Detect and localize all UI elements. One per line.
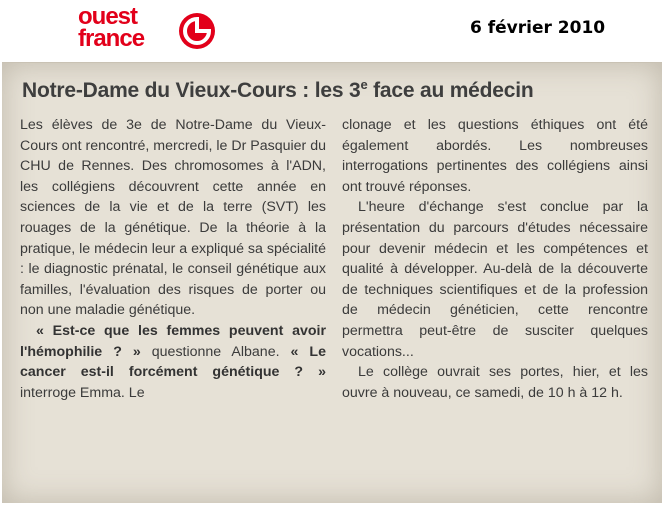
logo-circle-icon bbox=[178, 12, 216, 50]
paragraph-questions bbox=[20, 321, 326, 403]
paragraph-exchange: L'heure d'échange s'est conclue par la présentation du parcours d'études nécessaire pour devenir médecin et les compétences et qualité à développer. Au-delà de la découverte de techniques scientifiques et de la profession de médecin généticien, cette rencontre permettra peut-être de susciter quelques vocations... bbox=[342, 199, 648, 360]
headline-main: Notre-Dame du Vieux-Cours : les 3 bbox=[22, 79, 361, 102]
logo-wordmark bbox=[78, 3, 145, 52]
quote-emma-attribution: interroge Emma. Le bbox=[20, 384, 145, 401]
logo-line-2: france bbox=[78, 25, 145, 52]
article-column-right bbox=[342, 115, 648, 403]
newspaper-clipping bbox=[2, 62, 662, 503]
ouest-france-logo bbox=[78, 3, 218, 54]
article-column-left bbox=[20, 115, 326, 403]
paragraph-cloning: clonage et les questions éthiques ont été également abordés. Les nombreuses interrogations pertinentes des collégiens ainsi ont trouvé réponses. bbox=[342, 117, 648, 195]
publication-date: 6 février 2010 bbox=[470, 18, 606, 38]
article-headline bbox=[22, 77, 652, 103]
quote-emma: « Le cancer est-il forcément génétique ? » bbox=[20, 343, 326, 381]
quote-albane: « Est-ce que les femmes peuvent avoir l'hémophilie ? » bbox=[20, 322, 326, 360]
paragraph-open-doors: Le collège ouvrait ses portes, hier, et les ouvre à nouveau, ce samedi, de 10 h à 12 h. bbox=[342, 364, 648, 401]
logo-line-1: ouest bbox=[78, 3, 138, 30]
headline-end: face au médecin bbox=[367, 79, 534, 102]
paragraph-intro: Les élèves de 3e de Notre-Dame du Vieux-Cours ont rencontré, mercredi, le Dr Pasquier du CHU de Rennes. Des chromosomes à l'ADN, les collégiens découvrent cette année en sciences de la vie et de la terre (SVT) les rouages de la génétique. De la théorie à la pratique, le médecin leur a expliqué sa spécialité : le diagnostic prénatal, le conseil génétique aux familles, l'évaluation des risques de porter ou non une maladie génétique. bbox=[20, 117, 327, 319]
page-header bbox=[0, 0, 664, 58]
quote-albane-attribution: questionne Albane. bbox=[140, 343, 291, 360]
headline-superscript: e bbox=[360, 77, 368, 92]
